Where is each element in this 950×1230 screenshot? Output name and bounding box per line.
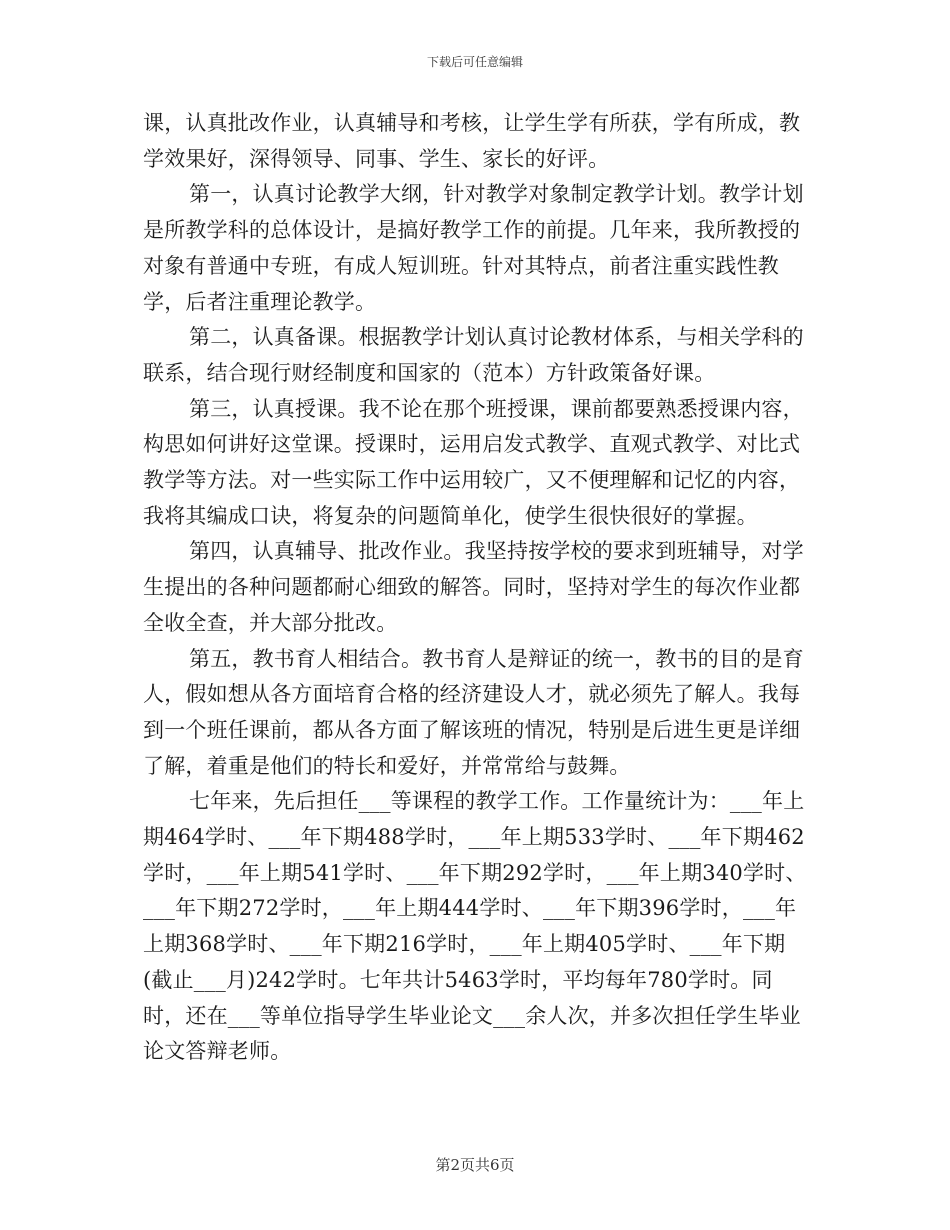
paragraph-continuation: 课，认真批改作业，认真辅导和考核，让学生学有所获，学有所成，教学效果好，深得领导、同事、学生、家长的好评。	[143, 111, 801, 171]
paragraph-workload: 七年来，先后担任___等课程的教学工作。工作量统计为：___年上期464学时、___年下期488学时，___年上期533学时、___年下期462学时，___年上期541学时、___年下期292学时，___年上期340学时、___年下期272学时，___年上期444学时、___年下期396学时，___年上期368学时、___年下期216学时，___年上期405学时、___年下期(截止___月)242学时。七年共计5463学时，平均每年780学时。同时，还在___等单位指导学生毕业论文___余人次，并多次担任学生毕业论文答辩老师。	[143, 789, 807, 1064]
document-body	[143, 106, 811, 1070]
paragraph-first: 第一，认真讨论教学大纲，针对教学对象制定教学计划。教学计划是所教学科的总体设计，是搞好教学工作的前提。几年来，我所教授的对象有普通中专班，有成人短训班。针对其特点，前者注重实践性教学，后者注重理论教学。	[143, 182, 804, 314]
paragraph-fifth: 第五，教书育人相结合。教书育人是辩证的统一，教书的目的是育人，假如想从各方面培育合格的经济建设人才，就必须先了解人。我每到一个班任课前，都从各方面了解该班的情况，特别是后进生更是详细了解，着重是他们的特长和爱好，并常常给与鼓舞。	[143, 646, 804, 778]
page-header: 下载后可任意编辑	[426, 55, 523, 69]
page-number: 第2页共6页	[435, 1156, 515, 1174]
paragraph-second: 第二，认真备课。根据教学计划认真讨论教材体系，与相关学科的联系，结合现行财经制度和国家的（范本）方针政策备好课。	[143, 325, 804, 385]
paragraph-third: 第三，认真授课。我不论在那个班授课，课前都要熟悉授课内容，构思如何讲好这堂课。授课时，运用启发式教学、直观式教学、对比式教学等方法。对一些实际工作中运用较广，又不便理解和记忆的内容，我将其编成口诀，将复杂的问题简单化，使学生很快很好的掌握。	[143, 396, 804, 528]
paragraph-fourth: 第四，认真辅导、批改作业。我坚持按学校的要求到班辅导，对学生提出的各种问题都耐心细致的解答。同时，坚持对学生的每次作业都全收全查，并大部分批改。	[143, 539, 804, 635]
